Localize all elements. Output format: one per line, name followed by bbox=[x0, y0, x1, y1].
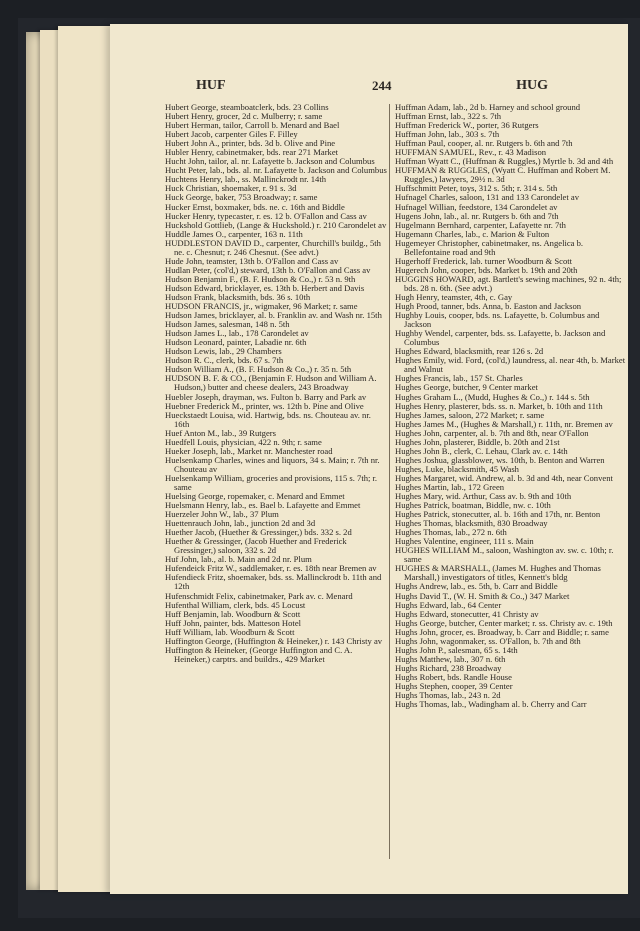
directory-entry: Hucht Peter, lab., bds. al. nr. Lafayette b. Jackson and Columbus bbox=[165, 165, 387, 176]
directory-entry: Hughs George, butcher, Center market; r. ss. Christy av. c. 19th bbox=[395, 617, 613, 628]
directory-entry: Huffington & Heineker, (George Huffington and C. A. Heineker,) carptrs. and buildrs., 429 Market bbox=[165, 644, 353, 664]
directory-entry: Hughs Edward, stonecutter, 41 Christy av bbox=[395, 608, 539, 619]
directory-entry: Hufendieck Fritz, shoemaker, bds. ss. Mallinckrodt b. 11th and 12th bbox=[165, 572, 382, 592]
directory-entry: HUDDLESTON DAVID D., carpenter, Churchill's buildg., 5th ne. c. Chesnut; r. 246 Chesnut. (See advt.) bbox=[165, 237, 381, 257]
directory-entry: Hughs Robert, bds. Randle House bbox=[395, 671, 512, 682]
directory-entry: Hugelmann Bernhard, carpenter, Lafayette nr. 7th bbox=[395, 219, 566, 230]
directory-entry: Hufnagel Willian, feedstore, 134 Carondelet av bbox=[395, 201, 558, 212]
directory-entry: Hughes Margaret, wid. Andrew, al. b. 3d and 4th, near Convent bbox=[395, 472, 613, 483]
header-left-guideword: HUF bbox=[196, 78, 226, 93]
directory-entry: Hucker Henry, typecaster, r. es. 12 b. O'Fallon and Cass av bbox=[165, 210, 367, 221]
directory-entry: Huffman John, lab., 303 s. 7th bbox=[395, 129, 500, 140]
directory-entry: Hudson Frank, blacksmith, bds. 36 s. 10th bbox=[165, 291, 311, 302]
directory-entry: Huef Anton M., lab., 39 Rutgers bbox=[165, 427, 276, 438]
directory-entry: HUGGINS HOWARD, agt. Bartlett's sewing machines, 92 n. 4th; bds. 28 n. 6th. (See advt.) bbox=[395, 273, 622, 293]
directory-entry: Hudson James, salesman, 148 n. 5th bbox=[165, 319, 290, 330]
directory-entry: HUDSON B. F. & CO., (Benjamin F. Hudson and William A. Hudson,) butter and cheese dealers, 243 Broadway bbox=[165, 373, 377, 393]
directory-entry: Hughs John P., salesman, 65 s. 14th bbox=[395, 644, 518, 655]
directory-entry: Huffman Frederick W., porter, 36 Rutgers bbox=[395, 120, 539, 131]
directory-entry: Huebner Frederick M., printer, ws. 12th b. Pine and Olive bbox=[165, 400, 364, 411]
directory-entry: Hudson Edward, bricklayer, es. 13th b. Herbert and Davis bbox=[165, 282, 365, 293]
directory-entry: Hughes Edward, blacksmith, rear 126 s. 2d bbox=[395, 346, 544, 357]
directory-entry: Hubert George, steamboatclerk, bds. 23 Collins bbox=[165, 102, 329, 112]
directory-entry: Hughs Richard, 238 Broadway bbox=[395, 662, 502, 673]
directory-entry: Hughes Valentine, engineer, 111 s. Main bbox=[395, 536, 534, 547]
page-number: 244 bbox=[372, 78, 392, 93]
directory-entry: Hughs John, wagonmaker, ss. O'Fallon, b. 7th and 8th bbox=[395, 635, 581, 646]
directory-entry: Huether Jacob, (Huether & Gressinger,) bds. 332 s. 2d bbox=[165, 527, 352, 538]
directory-entry: Huchtens Henry, lab., ss. Mallinckrodt nr. 14th bbox=[165, 174, 327, 185]
directory-entry: Hughes Thomas, lab., 272 n. 6th bbox=[395, 527, 507, 538]
directory-entry: Hughes James, saloon, 272 Market; r. same bbox=[395, 409, 545, 420]
directory-entry: Huck George, baker, 753 Broadway; r. same bbox=[165, 192, 318, 203]
directory-entry: Hughs Edward, lab., 64 Center bbox=[395, 599, 502, 610]
directory-entry: Hughes Thomas, blacksmith, 830 Broadway bbox=[395, 518, 548, 529]
directory-entry: Hughes Patrick, stonecutter, al. b. 16th and 17th, nr. Benton bbox=[395, 509, 601, 520]
directory-page bbox=[110, 24, 628, 894]
directory-entry: Huerzeler John W., lab., 37 Plum bbox=[165, 509, 279, 520]
directory-entry: Hudlan Peter, (col'd,) steward, 13th b. O'Fallon and Cass av bbox=[165, 264, 371, 275]
directory-entry: Huffschmitt Peter, toys, 312 s. 5th; r. 314 s. 5th bbox=[395, 183, 558, 194]
directory-entry: Hughes James M., (Hughes & Marshall,) r. 11th, nr. Bremen av bbox=[395, 418, 613, 429]
directory-entry: Hughs Andrew, lab., es. 5th, b. Carr and Biddle bbox=[395, 581, 558, 592]
directory-entry: Hughes George, butcher, 9 Center market bbox=[395, 382, 538, 393]
directory-entry: Hughes Henry, plasterer, bds. ss. n. Market, b. 10th and 11th bbox=[395, 400, 603, 411]
directory-entry: Hueckstaedt Louisa, wid. Hartwig, bds. ns. Chouteau av. nr. 16th bbox=[165, 409, 371, 429]
directory-entry: Huffman Adam, lab., 2d b. Harney and school ground bbox=[395, 102, 581, 112]
directory-entry: Huebler Joseph, drayman, ws. Fulton b. Barry and Park av bbox=[165, 391, 367, 402]
directory-entry: Huelsmann Henry, lab., es. Bael b. Lafayette and Emmet bbox=[165, 500, 361, 511]
directory-entry: Hudson William A., (B. F. Hudson & Co.,) r. 35 n. 5th bbox=[165, 364, 352, 375]
directory-entry: HUGHES & MARSHALL, (James M. Hughes and Thomas Marshall,) investigators of titles, Kennett's bldg bbox=[395, 563, 601, 583]
directory-entry: Hueker Joseph, lab., Market nr. Manchester road bbox=[165, 445, 333, 456]
directory-entry: Hubert Herman, tailor, Carroll b. Menard and Bael bbox=[165, 120, 340, 131]
directory-entry: Hubler Henry, cabinetmaker, bds. rear 271 Market bbox=[165, 147, 339, 158]
directory-entry: Hughby Wendel, carpenter, bds. ss. Lafayette, b. Jackson and Columbus bbox=[395, 328, 606, 348]
directory-entry: Hugerech John, cooper, bds. Market b. 19th and 20th bbox=[395, 264, 578, 275]
directory-entry: Hughs Thomas, lab., Wadingham al. b. Cherry and Carr bbox=[395, 699, 587, 710]
left-column bbox=[165, 103, 387, 664]
directory-entry: Hughes Francis, lab., 157 St. Charles bbox=[395, 373, 523, 384]
directory-entry: Huffington George, (Huffington & Heineker,) r. 143 Christy av bbox=[165, 635, 383, 646]
directory-entry: HUGHES WILLIAM M., saloon, Washington av. sw. c. 10th; r. same bbox=[395, 545, 614, 565]
header-right-guideword: HUG bbox=[516, 78, 548, 93]
directory-entry: Hugemann Charles, lab., c. Marion & Fulton bbox=[395, 228, 550, 239]
directory-entry: Hughes John B., clerk, C. Lehau, Clark av. c. 14th bbox=[395, 445, 568, 456]
directory-entry: Hufenthal William, clerk, bds. 45 Locust bbox=[165, 599, 306, 610]
directory-entry: Hugerhoff Frederick, lab. turner Woodburn & Scott bbox=[395, 255, 573, 266]
directory-entry: Huffman Paul, cooper, al. nr. Rutgers b. 6th and 7th bbox=[395, 138, 573, 149]
directory-entry: Hughs David T., (W. H. Smith & Co.,) 347 Market bbox=[395, 590, 570, 601]
directory-entry: Huf John, lab., al. b. Main and 2d nr. Plum bbox=[165, 554, 312, 565]
directory-entry: Hughs Stephen, cooper, 39 Center bbox=[395, 681, 513, 691]
directory-entry: Hughes Joshua, glassblower, ws. 10th, b. Benton and Warren bbox=[395, 454, 605, 465]
directory-entry: Hucht John, tailor, al. nr. Lafayette b. Jackson and Columbus bbox=[165, 156, 375, 167]
directory-entry: Hugens John, lab., al. nr. Rutgers b. 6th and 7th bbox=[395, 210, 559, 221]
directory-entry: Hugh Prood, tanner, bds. Anna, b. Easton and Jackson bbox=[395, 301, 582, 312]
directory-entry: Hude John, teamster, 13th b. O'Fallon and Cass av bbox=[165, 255, 339, 266]
directory-entry: Huelsenkamp William, groceries and provisions, 115 s. 7th; r. same bbox=[165, 472, 378, 492]
directory-entry: HUFFMAN SAMUEL, Rev., r. 43 Madison bbox=[395, 147, 547, 158]
directory-entry: Hucker Ernst, boxmaker, bds. ne. c. 16th and Biddle bbox=[165, 201, 345, 212]
directory-entry: Huettenrauch John, lab., junction 2d and 3d bbox=[165, 518, 316, 529]
directory-entry: HUFFMAN & RUGGLES, (Wyatt C. Huffman and Robert M. Ruggles,) lawyers, 29½ n. 3d bbox=[395, 165, 611, 185]
right-column bbox=[395, 103, 627, 709]
directory-entry: Huelsing George, ropemaker, c. Menard and Emmet bbox=[165, 491, 345, 502]
column-divider bbox=[389, 104, 390, 859]
directory-entry: Hughes, Luke, blacksmith, 45 Wash bbox=[395, 463, 519, 474]
directory-entry: Hudson James L., lab., 178 Carondelet av bbox=[165, 328, 309, 339]
directory-entry: Hufendeick Fritz W., saddlemaker, r. es. 18th near Bremen av bbox=[165, 563, 377, 574]
directory-entry: Hughs John, grocer, es. Broadway, b. Carr and Biddle; r. same bbox=[395, 626, 609, 637]
directory-entry: Hudson James, bricklayer, al. b. Franklin av. and Wash nr. 15th bbox=[165, 310, 382, 321]
directory-entry: Hughes Patrick, boatman, Biddle, nw. c. 10th bbox=[395, 500, 551, 511]
directory-entry: Hughes John, plasterer, Biddle, b. 20th and 21st bbox=[395, 436, 560, 447]
directory-entry: Huether & Gressinger, (Jacob Huether and Frederick Gressinger,) saloon, 332 s. 2d bbox=[165, 536, 347, 556]
directory-entry: Huffman Wyatt C., (Huffman & Ruggles,) Myrtle b. 3d and 4th bbox=[395, 156, 614, 167]
directory-entry: Hudson Leonard, painter, Labadie nr. 6th bbox=[165, 337, 307, 348]
directory-entry: Huckshold Gottlieb, (Lange & Huckshold.) r. 210 Carondelet av bbox=[165, 219, 387, 230]
directory-entry: Hughs Matthew, lab., 307 n. 6th bbox=[395, 653, 506, 664]
directory-entry: Huff Benjamin, lab. Woodburn & Scott bbox=[165, 608, 301, 619]
directory-entry: Hufnagel Charles, saloon, 131 and 133 Carondelet av bbox=[395, 192, 580, 203]
directory-entry: Hughes Emily, wid. Ford, (col'd,) laundress, al. near 4th, b. Market and Walnut bbox=[395, 355, 626, 375]
directory-entry: Hughes John, carpenter, al. b. 7th and 8th, near O'Fallon bbox=[395, 427, 589, 438]
directory-entry: Hudson R. C., clerk, bds. 67 s. 7th bbox=[165, 355, 284, 366]
directory-entry: Huffman Ernst, lab., 322 s. 7th bbox=[395, 111, 502, 122]
directory-entry: HUDSON FRANCIS, jr., wigmaker, 96 Market; r. same bbox=[165, 301, 358, 312]
directory-entry: Hugemeyer Christopher, cabinetmaker, ns. Angelica b. Bellefontaine road and 9th bbox=[395, 237, 584, 257]
directory-entry: Hufenschmidt Felix, cabinetmaker, Park av. c. Menard bbox=[165, 590, 353, 601]
directory-entry: Hughs Thomas, lab., 243 n. 2d bbox=[395, 690, 501, 701]
directory-entry: Huff William, lab. Woodburn & Scott bbox=[165, 626, 295, 637]
directory-entry: Hughes Graham L., (Mudd, Hughes & Co.,) r. 144 s. 5th bbox=[395, 391, 590, 402]
directory-entry: Hugh Henry, teamster, 4th, c. Gay bbox=[395, 291, 513, 302]
directory-entry: Hubert Jacob, carpenter Giles F. Filley bbox=[165, 129, 298, 140]
running-header bbox=[110, 78, 628, 98]
directory-entry: Hudson Lewis, lab., 29 Chambers bbox=[165, 346, 282, 357]
directory-entry: Hubert Henry, grocer, 2d c. Mulberry; r. same bbox=[165, 111, 323, 122]
directory-entry: Hughby Louis, cooper, bds. ns. Lafayette, b. Columbus and Jackson bbox=[395, 310, 600, 330]
directory-entry: Hughes Martin, lab., 172 Green bbox=[395, 481, 505, 492]
directory-entry: Huelsenkamp Charles, wines and liquors, 34 s. Main; r. 7th nr. Chouteau av bbox=[165, 454, 380, 474]
directory-entry: Hubert John A., printer, bds. 3d b. Olive and Pine bbox=[165, 138, 336, 149]
directory-entry: Huck Christian, shoemaker, r. 91 s. 3d bbox=[165, 183, 297, 194]
directory-entry: Huff John, painter, bds. Matteson Hotel bbox=[165, 617, 302, 628]
directory-entry: Hudson Benjamin F., (B. F. Hudson & Co.,) r. 53 n. 9th bbox=[165, 273, 356, 284]
directory-entry: Huedfell Louis, physician, 422 n. 9th; r. same bbox=[165, 436, 322, 447]
directory-entry: Hughes Mary, wid. Arthur, Cass av. b. 9th and 10th bbox=[395, 491, 572, 502]
directory-entry: Huddle James O., carpenter, 163 n. 11th bbox=[165, 228, 303, 239]
